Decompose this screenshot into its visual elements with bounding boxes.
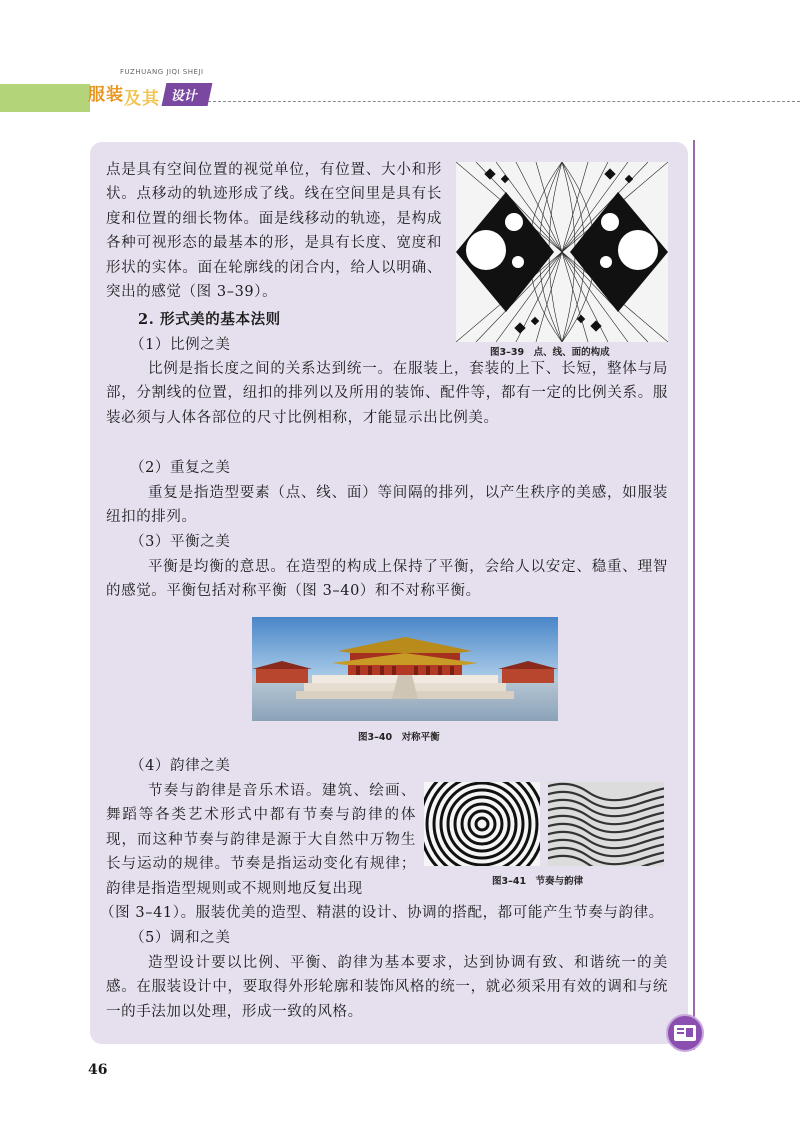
figure-3-39-point-line-plane (456, 162, 668, 342)
header-divider (208, 101, 800, 102)
header-title-part2: 及其 (124, 89, 160, 109)
paragraph-balance: 平衡是均衡的意思。在造型的构成上保持了平衡，会给人以安定、稳重、理智的感觉。平衡包括对称平衡（图 3–40）和不对称平衡。 (106, 559, 668, 600)
paragraph-repetition: 重复是指造型要素（点、线、面）等间隔的排列，以产生秩序的美感，如服装纽扣的排列。 (106, 485, 668, 526)
page-number: 46 (88, 1062, 108, 1078)
figure-3-41-caption: 图3–41 节奏与韵律 (492, 876, 584, 887)
figure-3-41-wave-pattern (548, 782, 664, 866)
paragraph-proportion: 比例是指长度之间的关系达到统一。在服装上，套装的上下、长短，整体与局部，分割线的位置，纽扣的排列以及所用的装饰、配件等，都有一定的比例关系。服装必须与人体各部位的尺寸比例相称，才能显示出比例美。 (106, 361, 668, 426)
figure-3-40-symmetric-palace (252, 617, 558, 721)
section-heading-formal-beauty: 2. 形式美的基本法则 (138, 311, 281, 328)
side-rule (693, 140, 695, 1050)
header-color-bar (0, 84, 90, 112)
header-title-part1: 服装 (88, 85, 124, 105)
subheading-harmony: （5）调和之美 (130, 930, 231, 946)
page-header (0, 62, 800, 112)
paragraph-rhythm: 节奏与韵律是音乐术语。建筑、绘画、舞蹈等各类艺术形式中都有节奏与韵律的体现，而这种节奏与韵律是源于大自然中万物生长与运动的规律。节奏是指运动变化有规律；韵律是指造型规则或不规则地反复出现 (106, 783, 416, 897)
figure-3-39-caption: 图3–39 点、线、面的构成 (490, 347, 610, 358)
header-title-tag: 设计 (162, 83, 213, 106)
subheading-rhythm: （4）韵律之美 (130, 758, 231, 774)
book-badge-icon (666, 1014, 704, 1052)
subheading-repetition: （2）重复之美 (130, 460, 231, 476)
figure-3-41-swirl-pattern (424, 782, 540, 866)
paragraph-rhythm-continued: （图 3–41）。服装优美的造型、精湛的设计、协调的搭配，都可能产生节奏与韵律。 (100, 905, 664, 921)
paragraph-harmony: 造型设计要以比例、平衡、韵律为基本要求，达到协调有致、和谐统一的美感。在服装设计中，要取得外形轮廓和装饰风格的统一，就必须采用有效的调和与统一的手法加以处理，形成一致的风格。 (106, 955, 668, 1020)
subheading-balance: （3）平衡之美 (130, 534, 231, 550)
subheading-proportion: （1）比例之美 (130, 337, 231, 353)
figure-3-40-caption: 图3–40 对称平衡 (358, 732, 440, 743)
paragraph-points-lines-planes: 点是具有空间位置的视觉单位，有位置、大小和形状。点移动的轨迹形成了线。线在空间里是具有长度和位置的细长物体。面是线移动的轨迹，是构成各种可视形态的最基本的形，是具有长度、宽度和形状的实体。面在轮廓线的闭合内，给人以明确、突出的感觉（图 3–39）。 (106, 162, 442, 301)
header-subtitle: FUZHUANG JIQI SHEJI (120, 68, 204, 76)
